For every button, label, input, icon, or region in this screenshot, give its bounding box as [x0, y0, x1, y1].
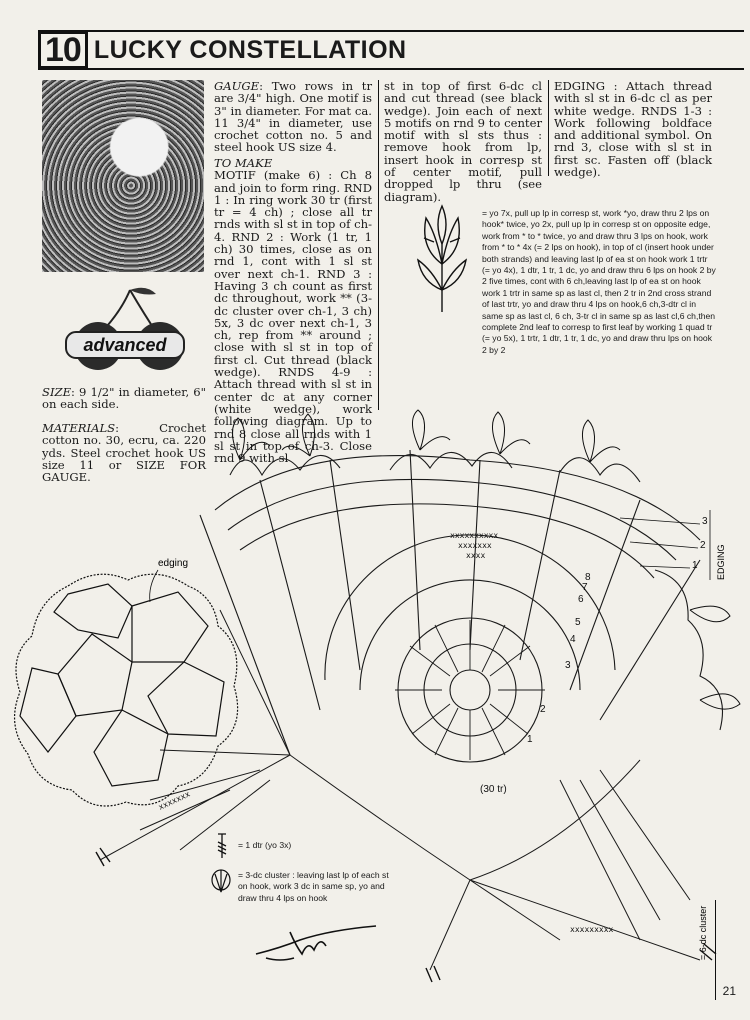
assembly-diagram — [8, 558, 248, 816]
gauge-text: : Two rows in tr are 3/4" high. One motif is 3" in diameter. For mat ca. 11 3/4" in diameter, use crochet cotton no. 5 and steel hook US size 4. — [214, 79, 372, 155]
round-label: 6 — [578, 594, 584, 605]
to-make-label: TO MAKE — [214, 156, 273, 170]
size-block — [42, 386, 206, 411]
svg-text:xxxxxxx: xxxxxxx — [157, 789, 192, 812]
title-bar — [38, 30, 744, 70]
dtr-legend: = 1 dtr (yo 3x) — [238, 840, 292, 850]
cluster-symbol-icon — [210, 868, 232, 894]
to-make-text: MOTIF (make 6) : Ch 8 and join to form ring. RND 1 : In ring work 30 tr (first tr = 4 ch) ; close all tr rnds with sl st in top of ch-4. RND 2 : Work (1 tr, 1 ch) 30 times, close as on rnd 1, cont with 1 sl st over next ch-1. RND 3 : Having 3 ch count as first dc throughout, work ** (3-dc cluster over ch-1, 3 ch) 5x, 3 dc over next ch-1, 3 ch, rep from ** around ; close with sl st in top of first cl. Cut thread (black wedge). RNDS 4-9 : Attach thread with sl st in center dc at any corner (white wedge), work following diagram. Up to rnd 8 close all rnds with 1 sl st in top of ch-3. Close rnd 9 with sl — [214, 168, 372, 466]
edge-round-label: 3 — [702, 516, 708, 527]
materials-text: : Crochet cotton no. 30, ecru, ca. 220 yds. Steel crochet hook US size 11 or SIZE FOR GAUGE. — [42, 421, 206, 485]
edge-round-label: 1 — [692, 560, 698, 571]
crochet-hook-icon — [250, 918, 380, 966]
dtr-symbol-icon — [214, 832, 230, 860]
six-dc-legend: = 6-dc cluster — [698, 905, 708, 960]
doily-photo — [42, 80, 204, 272]
gauge-label: GAUGE — [214, 79, 260, 93]
edging-block: EDGING : Attach thread with sl st in 6-dc cl as per white wedge. RNDS 1-3 : Work following boldface and additional symbol. On rnd 3, close with sl st in first sc. Fasten off (black wedge). — [554, 79, 712, 180]
round-label: 4 — [570, 634, 576, 645]
round-label: 2 — [540, 704, 546, 715]
round-label: 3 — [565, 660, 571, 671]
edging-side-label: EDGING — [716, 544, 726, 580]
svg-text:xxxxxxxxx: xxxxxxxxx — [570, 925, 614, 934]
cherry-leaf-icon — [130, 288, 156, 295]
cluster-legend: = 3-dc cluster : leaving last lp of each st on hook, work 3 dc in same sp, yo and draw thru 4 lps on hook — [238, 870, 389, 903]
page-number: 21 — [722, 984, 736, 998]
page-title: LUCKY CONSTELLATION — [93, 35, 407, 64]
column-divider — [548, 80, 549, 176]
pattern-number: 10 — [38, 31, 88, 69]
svg-text:xxxxxxx: xxxxxxx — [458, 541, 492, 550]
round-label: 1 — [527, 734, 533, 745]
center-label: (30 tr) — [480, 784, 507, 795]
size-text: : 9 1/2" in diameter, 6" on each side. — [42, 385, 206, 412]
edging-small-label: edging — [158, 558, 189, 569]
materials-label: MATERIALS — [42, 421, 116, 435]
join-block: st in top of first 6-dc cl and cut thread (see black wedge). Join each of next 5 motifs on rnd 9 to center motif with sl sts thus : remove hook from lp, insert hook in corresp st of center motif, pull dropped lp thru (see diagram). — [384, 79, 542, 204]
column-divider — [378, 80, 379, 410]
badge-label: advanced — [83, 335, 167, 355]
round-label: 5 — [575, 617, 581, 628]
bottom-rule — [715, 900, 716, 1000]
leaf-symbol-icon — [412, 204, 472, 314]
gauge-block — [214, 80, 372, 154]
round-label: 8 — [585, 572, 591, 583]
svg-text:xxxxxxxxxx: xxxxxxxxxx — [450, 531, 499, 540]
advanced-badge — [60, 284, 190, 374]
round-label: 7 — [582, 582, 588, 593]
size-label: SIZE — [42, 385, 72, 399]
svg-text:xxxx: xxxx — [466, 551, 486, 560]
leaf-instructions: = yo 7x, pull up lp in corresp st, work *yo, draw thru 2 lps on hook* twice, yo 2x, pull up lp in corresp st on opposite edge, work from * to * twice, yo and draw thru 3 lps on hook, work from * to * 4x (= 2 lps on hook), in top of cl (insert hook under both strands) and leaving last lp of ea st on hook work 1 trtr (= yo 4x), 1 dtr, 1 tr, 1 dc, yo and draw thru 6 lps on hook 2 by 2 five times, cont with 6 ch,leaving last lp of ea st on hook work 1 trtr in same sp as last cl, then 2 tr in 2nd cross strand of last trtr, yo and draw thru 4 lps on hook,6 ch,3-dtr cl in same sp as last cl, 6 ch, 3-tr cl in same sp as last cl,6 ch,then complete 2nd leaf to corresp to first leaf by working 1 quad tr (= yo 5x), 1 trtr, 1 dtr, 1 tr, 1 dc, yo and draw thru lps on hook 2 by 2 — [482, 208, 716, 355]
edge-round-label: 2 — [700, 540, 706, 551]
